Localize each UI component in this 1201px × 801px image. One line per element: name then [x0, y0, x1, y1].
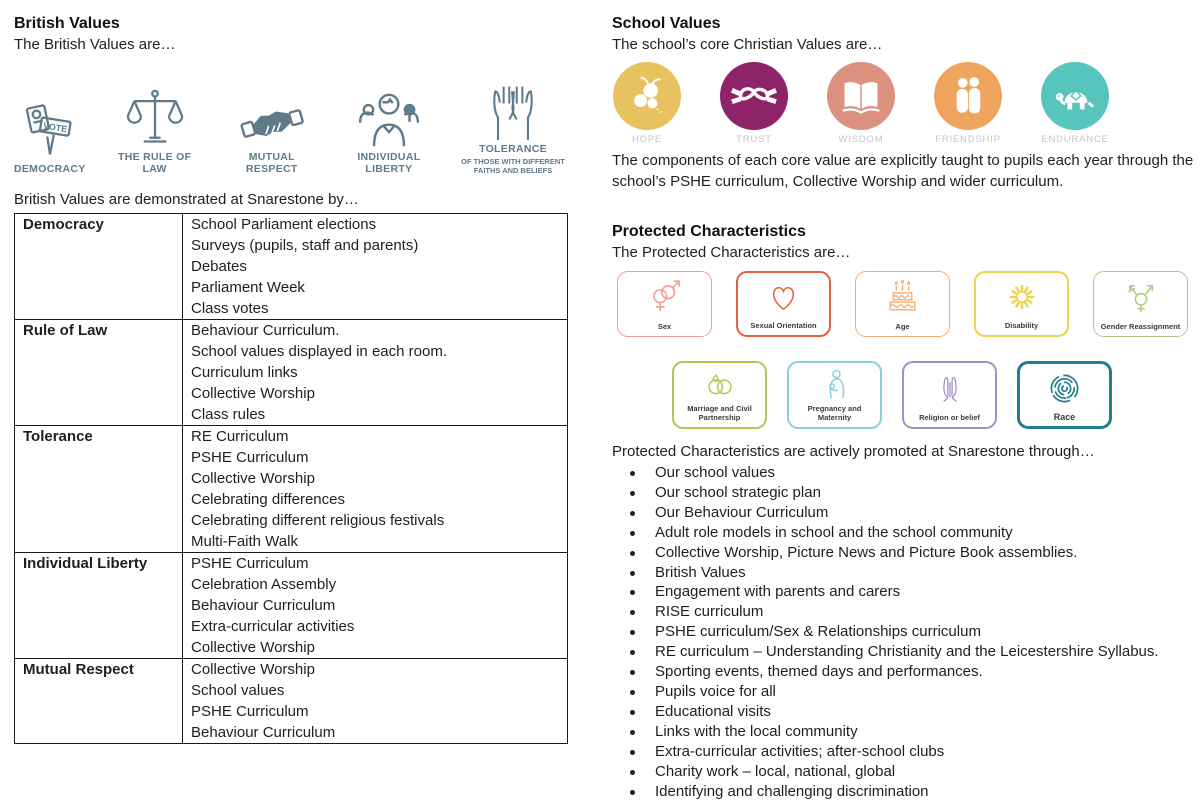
table-line: Behaviour Curriculum — [191, 722, 559, 743]
bv-item-rule-of-law — [107, 88, 203, 175]
british-values-table-intro: British Values are demonstrated at Snarestone by… — [14, 189, 568, 210]
pc-label: Race — [1054, 413, 1076, 422]
protected-characteristics-intro: The Protected Characteristics are… — [612, 242, 1194, 263]
bullet-item: Our school strategic plan — [612, 483, 1194, 503]
bullet-item: Identifying and challenging discrimination — [612, 782, 1194, 801]
bv-item-individual-liberty — [341, 92, 437, 175]
bullet-item: Our school values — [612, 463, 1194, 483]
school-value-label: FRIENDSHIP — [935, 134, 1001, 145]
praying-hands-icon — [933, 363, 967, 414]
table-row-individual-liberty — [15, 553, 568, 659]
bullet-item: Our Behaviour Curriculum — [612, 503, 1194, 523]
table-line: Celebrating differences — [191, 489, 559, 510]
protected-characteristics-heading: Protected Characteristics — [612, 222, 1194, 242]
british-values-section — [14, 14, 568, 744]
pc-box-marriage — [672, 361, 767, 429]
tortoise-icon — [1041, 62, 1109, 130]
bv-item-tolerance — [458, 82, 568, 175]
british-values-table — [14, 213, 568, 744]
bullet-item: Educational visits — [612, 702, 1194, 722]
table-items-cell — [183, 426, 568, 553]
table-line: PSHE Curriculum — [191, 553, 559, 574]
bullet-item: Sporting events, themed days and performances. — [612, 662, 1194, 682]
two-friends-icon — [934, 62, 1002, 130]
pc-promoted-intro: Protected Characteristics are actively promoted at Snarestone through… — [612, 441, 1194, 462]
table-line: Collective Worship — [191, 468, 559, 489]
bv-sublabel: OF THOSE WITH DIFFERENT FAITHS AND BELIEFS — [458, 157, 568, 175]
school-value-label: TRUST — [736, 134, 772, 145]
bullet-item: Pupils voice for all — [612, 682, 1194, 702]
table-line: Collective Worship — [191, 659, 559, 680]
vote-placard-icon — [20, 100, 80, 160]
table-line: Celebration Assembly — [191, 574, 559, 595]
table-row-democracy — [15, 214, 568, 320]
school-value-endurance — [1040, 62, 1110, 145]
bv-item-mutual-respect — [224, 96, 320, 175]
bv-label: TOLERANCE — [479, 143, 547, 155]
bullet-item: British Values — [612, 563, 1194, 583]
table-row-mutual-respect — [15, 659, 568, 744]
pc-box-age — [855, 271, 950, 337]
school-values-description: The components of each core value are explicitly taught to pupils each year through the school’s PSHE curriculum, Collective Worship and wider curriculum. — [612, 150, 1194, 192]
table-line: PSHE Curriculum — [191, 701, 559, 722]
school-values-row — [612, 62, 1110, 145]
table-items-cell — [183, 320, 568, 426]
table-items-cell — [183, 659, 568, 744]
wedding-rings-icon — [703, 363, 737, 405]
bullet-item: PSHE curriculum/Sex & Relationships curriculum — [612, 622, 1194, 642]
school-value-label: HOPE — [632, 134, 662, 145]
table-line: Multi-Faith Walk — [191, 531, 559, 552]
table-line: School values displayed in each room. — [191, 341, 559, 362]
birthday-cake-icon — [884, 272, 921, 323]
pc-label: Age — [895, 323, 909, 332]
table-line: Debates — [191, 256, 559, 277]
school-values-heading: School Values — [612, 14, 1194, 34]
british-values-intro: The British Values are… — [14, 34, 568, 55]
pc-box-pregnancy — [787, 361, 882, 429]
bullet-item: Adult role models in school and the school community — [612, 523, 1194, 543]
pc-label: Sex — [658, 323, 671, 332]
bv-label: INDIVIDUAL LIBERTY — [341, 151, 437, 175]
bv-item-democracy — [14, 100, 86, 175]
open-hands-icon — [484, 82, 542, 140]
open-book-icon — [827, 62, 895, 130]
pc-label: Disability — [1005, 322, 1038, 331]
mother-baby-icon — [818, 363, 852, 405]
school-value-hope — [612, 62, 682, 145]
table-line: Curriculum links — [191, 362, 559, 383]
pc-box-sex — [617, 271, 712, 337]
british-values-heading: British Values — [14, 14, 568, 34]
british-values-icon-row — [14, 71, 568, 175]
school-value-trust — [719, 62, 789, 145]
table-value-cell: Democracy — [15, 214, 183, 320]
pc-label: Marriage and Civil Partnership — [678, 405, 762, 422]
table-line: School values — [191, 680, 559, 701]
bullet-item: RISE curriculum — [612, 602, 1194, 622]
table-items-cell — [183, 214, 568, 320]
bv-label: MUTUAL RESPECT — [224, 151, 320, 175]
pc-label: Gender Reassignment — [1101, 323, 1181, 332]
bullet-item: Engagement with parents and carers — [612, 582, 1194, 602]
table-value-cell: Tolerance — [15, 426, 183, 553]
table-line: Surveys (pupils, staff and parents) — [191, 235, 559, 256]
school-value-wisdom — [826, 62, 896, 145]
table-line: Class votes — [191, 298, 559, 319]
heart-icon — [767, 273, 800, 322]
pc-box-religion — [902, 361, 997, 429]
scales-icon — [124, 88, 186, 148]
male-female-icon — [646, 272, 684, 323]
pc-box-disability — [974, 271, 1069, 337]
table-line: RE Curriculum — [191, 426, 559, 447]
fingerprint-icon — [1046, 364, 1083, 413]
pc-box-race — [1017, 361, 1112, 429]
pc-row-1 — [617, 271, 1194, 337]
table-value-cell: Mutual Respect — [15, 659, 183, 744]
pc-box-sexual-orientation — [736, 271, 831, 337]
bullet-item: Charity work – local, national, global — [612, 762, 1194, 782]
table-value-cell: Individual Liberty — [15, 553, 183, 659]
bullet-item: Collective Worship, Picture News and Picture Book assemblies. — [612, 543, 1194, 563]
school-value-friendship — [933, 62, 1003, 145]
bv-label: THE RULE OF LAW — [107, 151, 203, 175]
table-line: Class rules — [191, 404, 559, 425]
svg-text:VOTE: VOTE — [42, 121, 68, 135]
school-values-intro: The school’s core Christian Values are… — [612, 34, 1194, 55]
pc-box-gender-reassignment — [1093, 271, 1188, 337]
table-line: Behaviour Curriculum. — [191, 320, 559, 341]
table-items-cell — [183, 553, 568, 659]
table-line: Celebrating different religious festivals — [191, 510, 559, 531]
people-icon — [359, 92, 419, 148]
pc-bullet-list — [612, 463, 1194, 801]
bv-label: DEMOCRACY — [14, 163, 86, 175]
bullet-item: Links with the local community — [612, 722, 1194, 742]
transgender-icon — [1123, 272, 1159, 323]
table-line: Collective Worship — [191, 637, 559, 658]
right-column — [612, 14, 1194, 801]
pc-row-2 — [672, 361, 1194, 429]
sunflower-icon — [1004, 273, 1040, 322]
table-line: Behaviour Curriculum — [191, 595, 559, 616]
table-line: Parliament Week — [191, 277, 559, 298]
table-value-cell: Rule of Law — [15, 320, 183, 426]
pc-label: Pregnancy and Maternity — [793, 405, 877, 422]
table-line: School Parliament elections — [191, 214, 559, 235]
pc-label: Sexual Orientation — [750, 322, 816, 331]
table-row-tolerance — [15, 426, 568, 553]
table-row-rule-of-law — [15, 320, 568, 426]
pc-label: Religion or belief — [919, 414, 980, 423]
knot-icon — [720, 62, 788, 130]
table-line: PSHE Curriculum — [191, 447, 559, 468]
school-value-label: WISDOM — [839, 134, 884, 145]
handshake-icon — [240, 96, 304, 148]
school-value-label: ENDURANCE — [1041, 134, 1108, 145]
bullet-item: RE curriculum – Understanding Christianity and the Leicestershire Syllabus. — [612, 642, 1194, 662]
table-line: Extra-curricular activities — [191, 616, 559, 637]
bullet-item: Extra-curricular activities; after-school clubs — [612, 742, 1194, 762]
butterfly-icon — [613, 62, 681, 130]
table-line: Collective Worship — [191, 383, 559, 404]
